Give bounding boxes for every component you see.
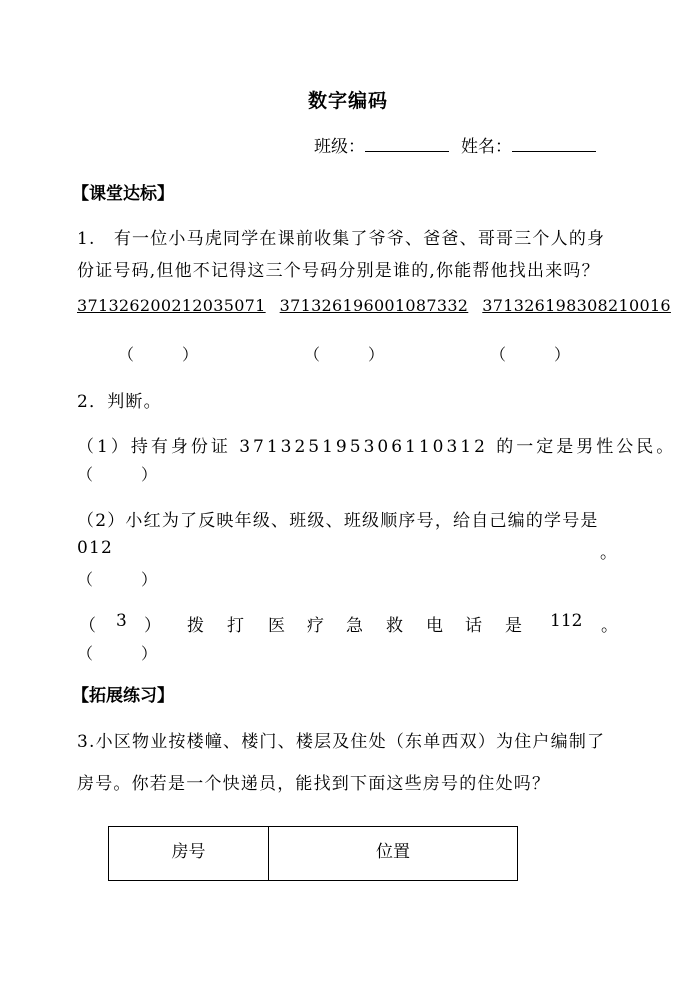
header-house-number: 房号	[109, 827, 269, 881]
id-number-list	[77, 296, 685, 315]
page-title: 数字编码	[307, 90, 388, 112]
answer-paren-3[interactable]: （ ）	[490, 345, 571, 364]
class-label: 班级：	[314, 137, 365, 157]
answer-paren-1[interactable]: （ ）	[118, 345, 199, 364]
q2-item3-answer[interactable]: （ ）	[77, 644, 158, 663]
id-number-1: 371326200212035071	[77, 296, 266, 315]
q3-line1: 3.小区物业按楼幢、楼门、楼层及住处（东单西双）为住户编制了	[77, 732, 606, 752]
q2-item3-token: 医	[268, 616, 285, 636]
q2-item3-token: 拨	[187, 616, 204, 636]
q2-item2-number: 012	[77, 538, 114, 558]
q2-item2: （2）小红为了反映年级、班级、班级顺序号，给自己编的学号是	[77, 511, 599, 531]
answer-paren-2[interactable]: （ ）	[304, 345, 385, 364]
q2-item3-token: 。	[601, 616, 618, 636]
q2-item3-token: ）	[144, 616, 161, 636]
q2-item1-answer[interactable]: （ ）	[77, 465, 158, 484]
q3-line2: 房号。你若是一个快递员，能找到下面这些房号的住处吗？	[77, 774, 551, 794]
q2-item3-token: 打	[227, 616, 244, 636]
q1-line2: 份证号码,但他不记得这三个号码分别是谁的,你能帮他找出来吗？	[77, 261, 600, 281]
table-header-row	[109, 827, 518, 881]
section-heading-extension: 【拓展练习】	[72, 686, 174, 706]
id-number-2: 371326196001087332	[279, 296, 469, 315]
q2-item3-token: 电	[426, 616, 443, 636]
class-blank[interactable]	[365, 137, 449, 152]
q2-item3	[0, 611, 696, 635]
q2-item3-token: 话	[465, 616, 482, 636]
student-info	[314, 132, 596, 157]
q1-line1: 1. 有一位小马虎同学在课前收集了爷爷、爸爸、哥哥三个人的身	[77, 229, 606, 249]
id-number-3: 371326198308210016	[482, 296, 671, 315]
q2-item3-token: 是	[505, 616, 522, 636]
header-location: 位置	[269, 827, 518, 881]
q2-item2-period: 。	[600, 543, 619, 563]
q2-item3-token: 疗	[307, 616, 324, 636]
house-number-table	[108, 826, 518, 881]
section-heading-classwork: 【课堂达标】	[72, 184, 174, 204]
name-label: 姓名：	[461, 137, 512, 157]
q2-item3-token: 3	[116, 611, 127, 631]
q2-item3-token: 救	[386, 616, 403, 636]
q2-item3-token: 112	[550, 611, 583, 631]
q2-item1: （1）持有身份证 371325195306110312 的一定是男性公民。	[77, 437, 677, 457]
q2-heading: 2．判断。	[77, 392, 162, 412]
q2-item2-answer[interactable]: （ ）	[77, 570, 158, 589]
name-blank[interactable]	[512, 137, 596, 152]
q2-item3-token: （	[79, 616, 96, 636]
q2-item3-token: 急	[346, 616, 363, 636]
